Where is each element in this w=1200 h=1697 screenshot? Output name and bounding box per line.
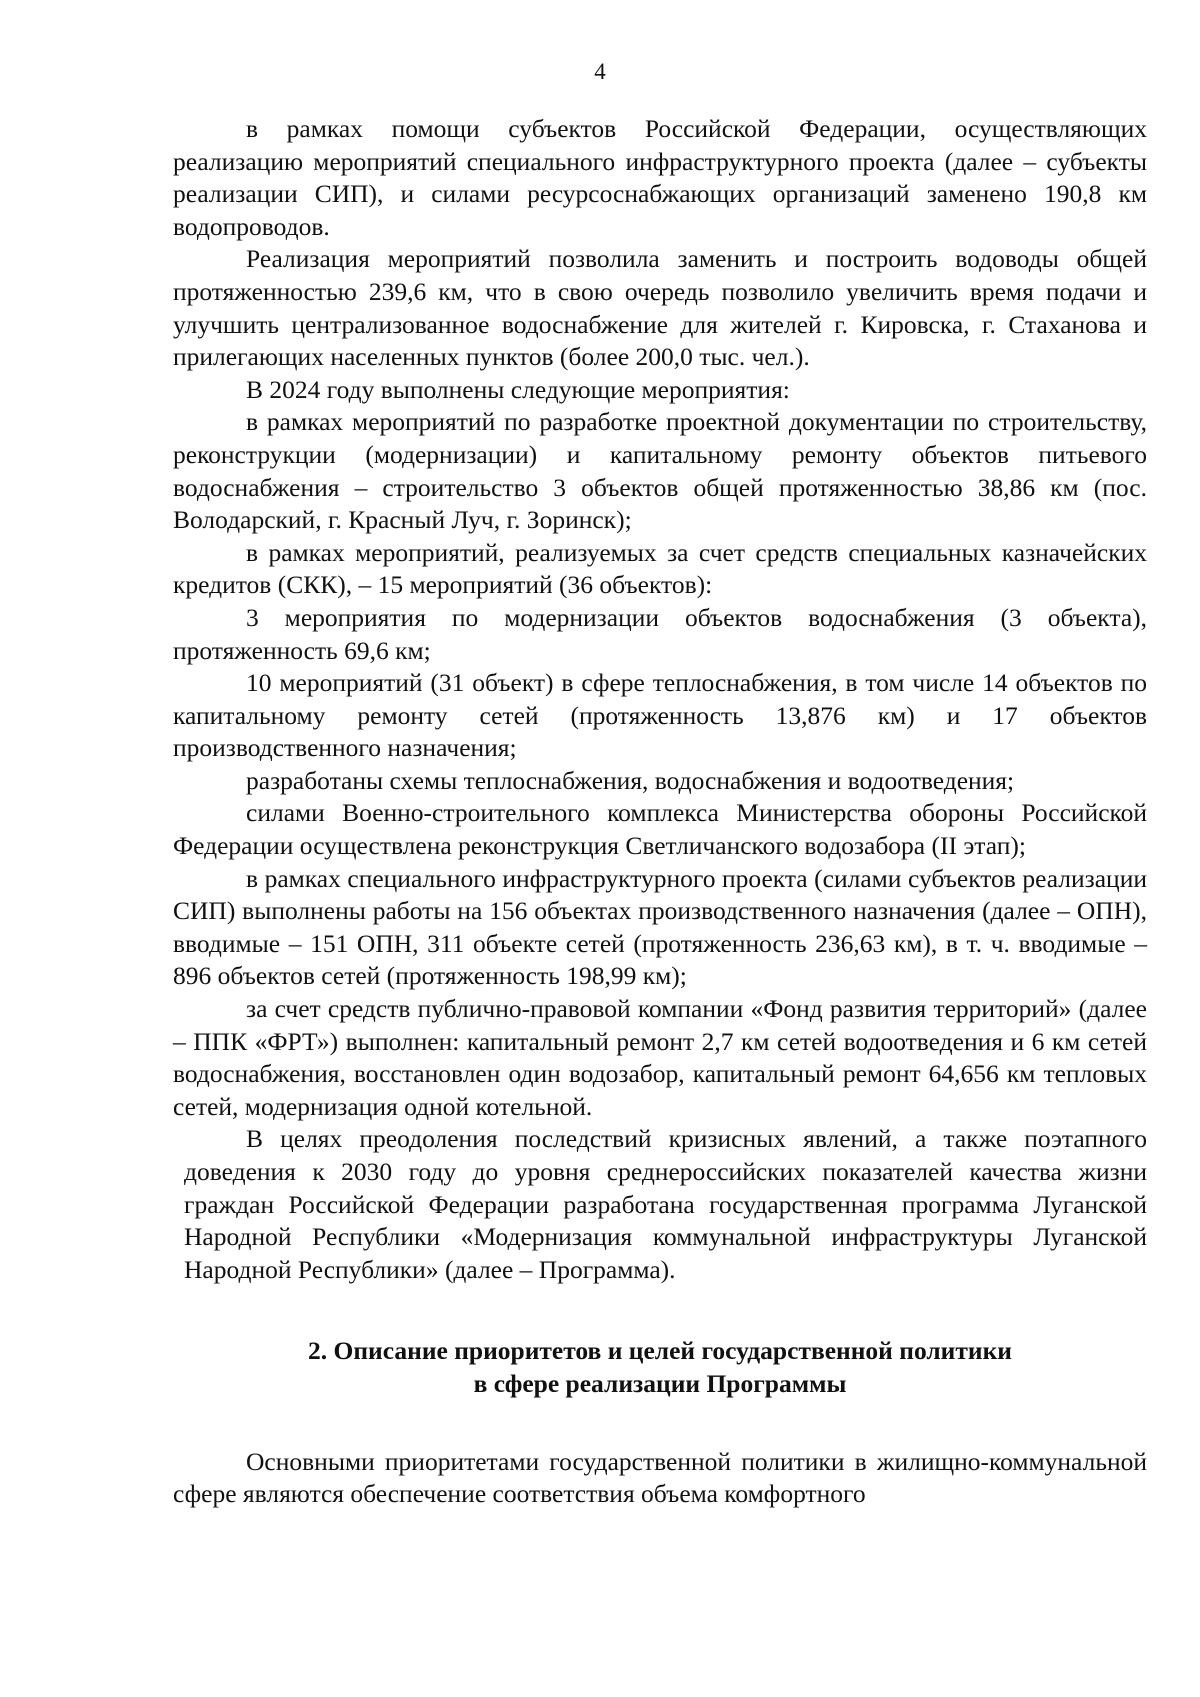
paragraph-sip-works: в рамках специального инфраструктурного проекта (силами субъектов реализации СИП) выполнены работы на 156 объектах производственного назначения (далее – ОПН), вводимые – 151 ОПН, 311 объекте сетей (протяженность 236,63 км), в т. ч. вводимые – 896 объектов сетей (протяженность 198,99 км);: [173, 863, 1147, 991]
paragraph-2024-intro: В 2024 году выполнены следующие мероприятия:: [246, 374, 790, 404]
document-body: [173, 113, 1147, 1511]
paragraph-water-modernization: 3 мероприятия по модернизации объектов водоснабжения (3 объекта), протяженность 69,6 км;: [173, 602, 1147, 665]
section-heading-line-1: 2. Описание приоритетов и целей государственной политики: [308, 1336, 1012, 1366]
section-heading-line-2: в сфере реализации Программы: [473, 1368, 847, 1398]
section-heading: [173, 1335, 1147, 1400]
paragraph-priorities: Основными приоритетами государственной политики в жилищно-коммунальной сфере являются обеспечение соответствия объема комфортного: [173, 1446, 1147, 1509]
paragraph-supply-schemes: разработаны схемы теплоснабжения, водоснабжения и водоотведения;: [246, 765, 1015, 795]
paragraph-program-goal: В целях преодоления последствий кризисных явлений, а также поэтапного доведения к 2030 году до уровня среднероссийских показателей качества жизни граждан Российской Федерации разработана государственная программа Луганской Народной Республики «Модернизация коммунальной инфраструктуры Луганской Народной Республики» (далее – Программа).: [184, 1124, 1147, 1284]
paragraph-military-construction: силами Военно-строительного комплекса Министерства обороны Российской Федерации осуществлена реконструкция Светличанского водозабора (II этап);: [173, 798, 1147, 861]
paragraph-water-conduits: Реализация мероприятий позволила заменить и построить водоводы общей протяженностью 239,6 км, что в свою очередь позволило увеличить время подачи и улучшить централизованное водоснабжение для жителей г. Кировска, г. Стаханова и прилегающих населенных пунктов (более 200,0 тыс. чел.).: [173, 244, 1147, 372]
page-number: 4: [594, 59, 606, 84]
paragraph-treasury-credits: в рамках мероприятий, реализуемых за счет средств специальных казначейских кредитов (СКК), – 15 мероприятий (36 объектов):: [173, 537, 1147, 600]
paragraph-design-documentation: в рамках мероприятий по разработке проектной документации по строительству, реконструкции (модернизации) и капитальному ремонту объектов питьевого водоснабжения – строительство 3 объектов общей протяженностью 38,86 км (пос. Володарский, г. Красный Луч, г. Зоринск);: [173, 407, 1147, 535]
paragraph-sip-water-pipes: в рамках помощи субъектов Российской Федерации, осуществляющих реализацию мероприятий специального инфраструктурного проекта (далее – субъекты реализации СИП), и силами ресурсоснабжающих организаций заменено 190,8 км водопроводов.: [173, 114, 1147, 241]
paragraph-frt-funding: за счет средств публично-правовой компании «Фонд развития территорий» (далее – ППК «ФРТ») выполнен: капитальный ремонт 2,7 км сетей водоотведения и 6 км сетей водоснабжения, восстановлен один водозабор, капитальный ремонт 64,656 км тепловых сетей, модернизация одной котельной.: [173, 994, 1147, 1121]
paragraph-heat-supply: 10 мероприятий (31 объект) в сфере теплоснабжения, в том числе 14 объектов по капитальному ремонту сетей (протяженность 13,876 км) и 17 объектов производственного назначения;: [173, 668, 1147, 763]
